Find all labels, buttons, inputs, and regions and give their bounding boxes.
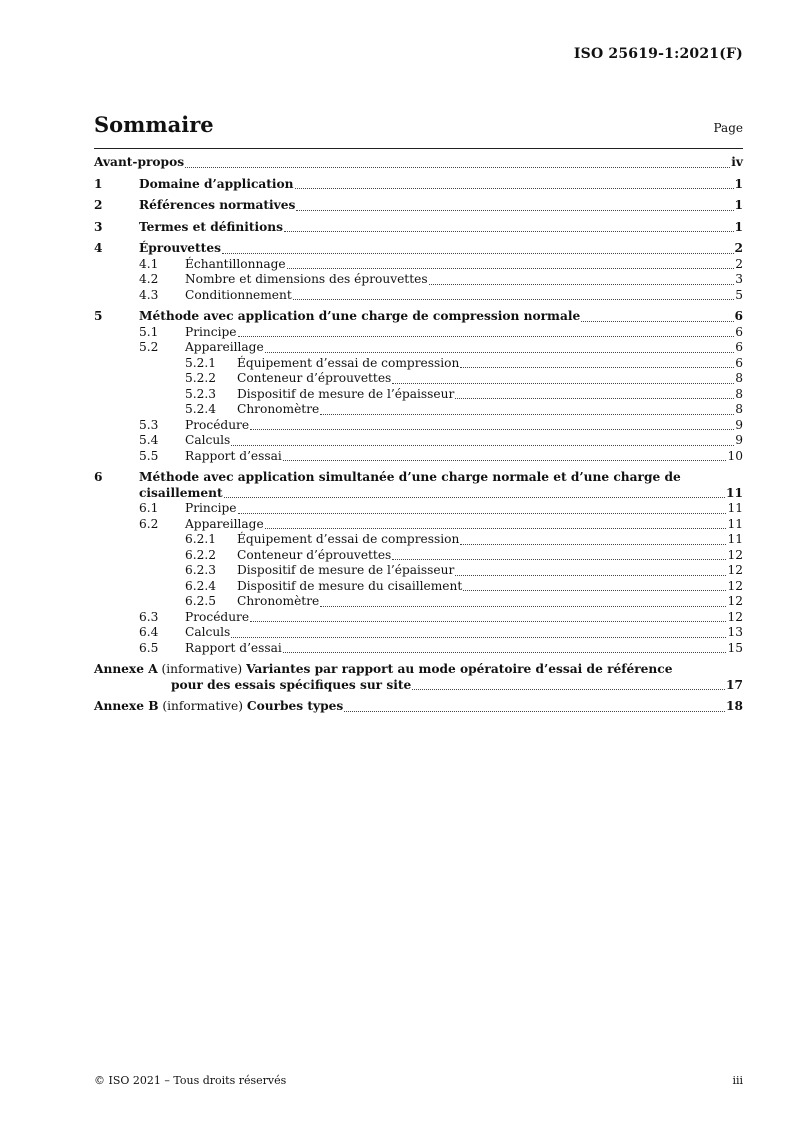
- toc-entry-6-3[interactable]: 6.3 Procédure 12: [139, 609, 743, 624]
- page-footer: [94, 1074, 743, 1087]
- toc-entry-6-2-2[interactable]: 6.2.2 Conteneur d’éprouvettes 12: [185, 547, 743, 562]
- table-of-contents: [94, 148, 743, 715]
- toc-entry-6-2-3[interactable]: 6.2.3 Dispositif de mesure de l’épaisseur 12: [185, 563, 743, 577]
- toc-entry-5[interactable]: 5 Méthode avec application d’une charge de compression normale 6: [94, 309, 743, 323]
- toc-entry-4[interactable]: 4 Éprouvettes 2: [94, 241, 743, 255]
- toc-entry-5-2-3[interactable]: 5.2.3 Dispositif de mesure de l’épaisseur 8: [185, 386, 743, 401]
- toc-entry-6-5[interactable]: 6.5 Rapport d’essai 15: [139, 640, 743, 655]
- document-code: ISO 25619-1:2021(F): [573, 46, 743, 62]
- toc-entry-5-2-1[interactable]: 5.2.1 Équipement d’essai de compression 6: [185, 355, 743, 370]
- toc-entry-6-1[interactable]: 6.1 Principe 11: [139, 501, 743, 515]
- toc-entry-annex-a[interactable]: Annexe A (informative) Variantes par rapport au mode opératoire d’essai de référence: [94, 662, 673, 676]
- toc-entry-annex-b[interactable]: Annexe B (informative) Courbes types 18: [94, 699, 743, 713]
- toc-entry-6-2-1[interactable]: 6.2.1 Équipement d’essai de compression 11: [185, 532, 743, 546]
- toc-entry-6-4[interactable]: 6.4 Calculs 13: [139, 625, 743, 639]
- toc-entry-5-2-2[interactable]: 5.2.2 Conteneur d’éprouvettes 8: [185, 371, 743, 385]
- toc-entry-1[interactable]: 1 Domaine d’application 1: [94, 176, 743, 191]
- page-column-label: Page: [713, 121, 743, 135]
- toc-entry-4-2[interactable]: 4.2 Nombre et dimensions des éprouvettes 3: [139, 272, 743, 286]
- toc-entry-5-4[interactable]: 5.4 Calculs 9: [139, 433, 743, 447]
- toc-entry-5-1[interactable]: 5.1 Principe 6: [139, 324, 743, 339]
- toc-entry-6[interactable]: 6 Méthode avec application simultanée d’une charge normale et d’une charge de: [94, 470, 681, 484]
- toc-entry-annex-a-continued[interactable]: pour des essais spécifiques sur site 17: [171, 677, 743, 692]
- toc-entry-2[interactable]: 2 Références normatives 1: [94, 198, 743, 212]
- toc-entry-6-2-4[interactable]: 6.2.4 Dispositif de mesure du cisaillement 12: [185, 578, 743, 593]
- toc-entry-4-3[interactable]: 4.3 Conditionnement 5: [139, 287, 743, 302]
- toc-heading: [94, 112, 743, 137]
- toc-entry-3[interactable]: 3 Termes et définitions 1: [94, 219, 743, 234]
- toc-entry-5-2[interactable]: 5.2 Appareillage 6: [139, 340, 743, 354]
- toc-entry-avant-propos[interactable]: Avant-propos iv: [94, 155, 743, 169]
- toc-entry-4-1[interactable]: 4.1 Échantillonnage 2: [139, 256, 743, 271]
- page-number: iii: [732, 1074, 743, 1087]
- toc-entry-6-continued[interactable]: cisaillement 11: [139, 485, 743, 500]
- toc-entry-5-2-4[interactable]: 5.2.4 Chronomètre 8: [185, 402, 743, 416]
- copyright-notice: © ISO 2021 – Tous droits réservés: [94, 1074, 287, 1087]
- toc-entry-5-5[interactable]: 5.5 Rapport d’essai 10: [139, 448, 743, 463]
- page-title: Sommaire: [94, 112, 214, 137]
- toc-entry-6-2-5[interactable]: 6.2.5 Chronomètre 12: [185, 594, 743, 608]
- toc-entry-6-2[interactable]: 6.2 Appareillage 11: [139, 516, 743, 531]
- toc-entry-5-3[interactable]: 5.3 Procédure 9: [139, 417, 743, 432]
